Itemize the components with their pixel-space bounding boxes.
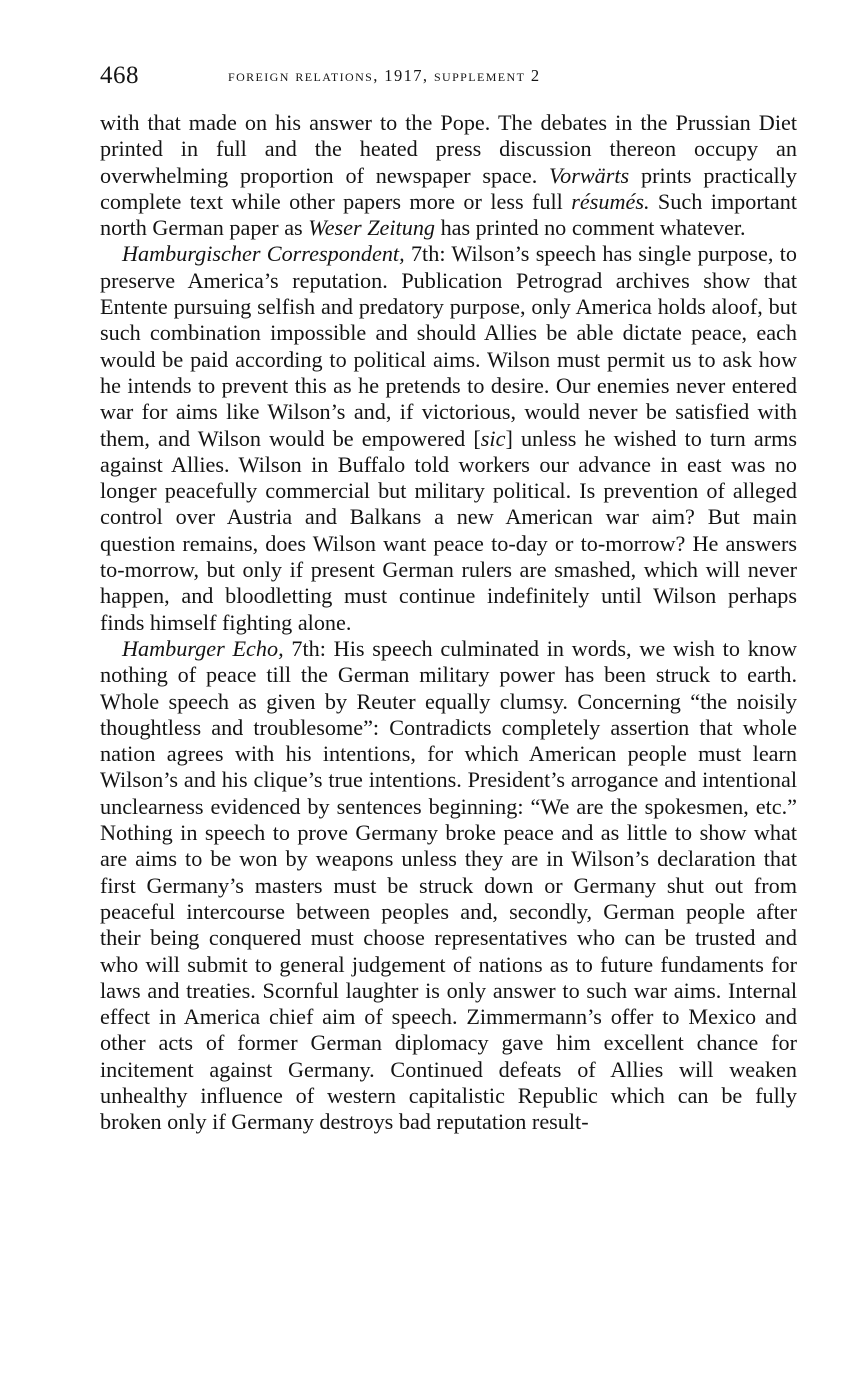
paragraph-hamburger-echo xyxy=(100,636,797,1136)
text-run: prints practically complete text while other papers more or less full xyxy=(100,162,797,214)
running-title: foreign relations, 1917, supplement 2 xyxy=(228,66,541,85)
page-number: 468 xyxy=(100,62,139,89)
text-run: ] unless he wished to turn arms against Allies. Wilson in Buffalo told workers our advance in east was no longer peacefully commercial but military political. Is prevention of alleged control over Austria and Balkans a new American war aim? But main question remains, does Wilson want peace to-day or to-morrow? He answers to-morrow, but only if present German rulers are smashed, which will never happen, and bloodletting must continue indefinitely until Wilson perhaps finds himself fighting alone. xyxy=(100,425,797,635)
text-run: 7th: Wilson’s speech has single purpose, to preserve America’s reputation. Publication Petrograd archives show that Entente pursuing selfish and predatory purpose, only America holds aloof, but such combination impossible and should Allies be able dictate peace, each would be paid according to political aims. Wilson must permit us to ask how he intends to prevent this as he pretends to desire. Our enemies never entered war for aims like Wilson’s and, if victorious, would never be satisfied with them, and Wilson would be empowered [ xyxy=(100,241,798,451)
text-run: Such important north German paper as xyxy=(100,188,797,241)
newspaper-name: Hamburger Echo, xyxy=(122,635,284,661)
text-run: 7th: His speech culminated in words, we wish to know nothing of peace till the German military power has been struck to earth. Whole speech as given by Reuter equally clumsy. Concerning “the noisily thoughtless and troublesome”: Contradicts completely assertion that whole nation agrees with his intentions, for which American people must learn Wilson’s and his clique’s true intentions. President’s arrogance and intentional unclearness evidenced by sentences beginning: “We are the spokesmen, etc.” Nothing in speech to prove Germany broke peace and as little to show what are aims to be won by weapons unless they are in Wilson’s declaration that first Germany’s masters must be struck down or Germany shut out from peaceful intercourse between peoples and, secondly, German people after their being conquered must choose representatives who can be trusted and who will submit to general judgement of nations as to future fundaments for laws and treaties. Scornful laughter is only answer to such war aims. Internal effect in America chief aim of speech. Zimmermann’s offer to Mexico and other acts of former German diplomacy gave him excellent chance for incitement against Germany. Continued defeats of Allies will weaken unhealthy influence of western capitalistic Republic which can be fully broken only if Germany destroys bad reputation result- xyxy=(100,635,797,1135)
text-run: with that made on his answer to the Pope. The debates in the Prussian Diet printed in full and the heated press discussion thereon occupy an overwhelming proportion of newspaper space. xyxy=(100,110,797,188)
body-text xyxy=(100,110,797,1136)
italic-term: Weser Zeitung xyxy=(308,215,436,241)
paragraph-hamburgischer-correspondent xyxy=(100,241,797,635)
text-run: has printed no comment whatever. xyxy=(435,215,746,241)
paragraph-continued xyxy=(100,110,797,241)
italic-term: sic xyxy=(480,425,506,451)
document-page xyxy=(100,62,797,1136)
newspaper-name: Hamburgischer Correspondent, xyxy=(122,241,405,267)
italic-term: résumés. xyxy=(571,188,650,214)
italic-term: Vorwärts xyxy=(549,162,630,188)
running-head xyxy=(100,62,797,96)
